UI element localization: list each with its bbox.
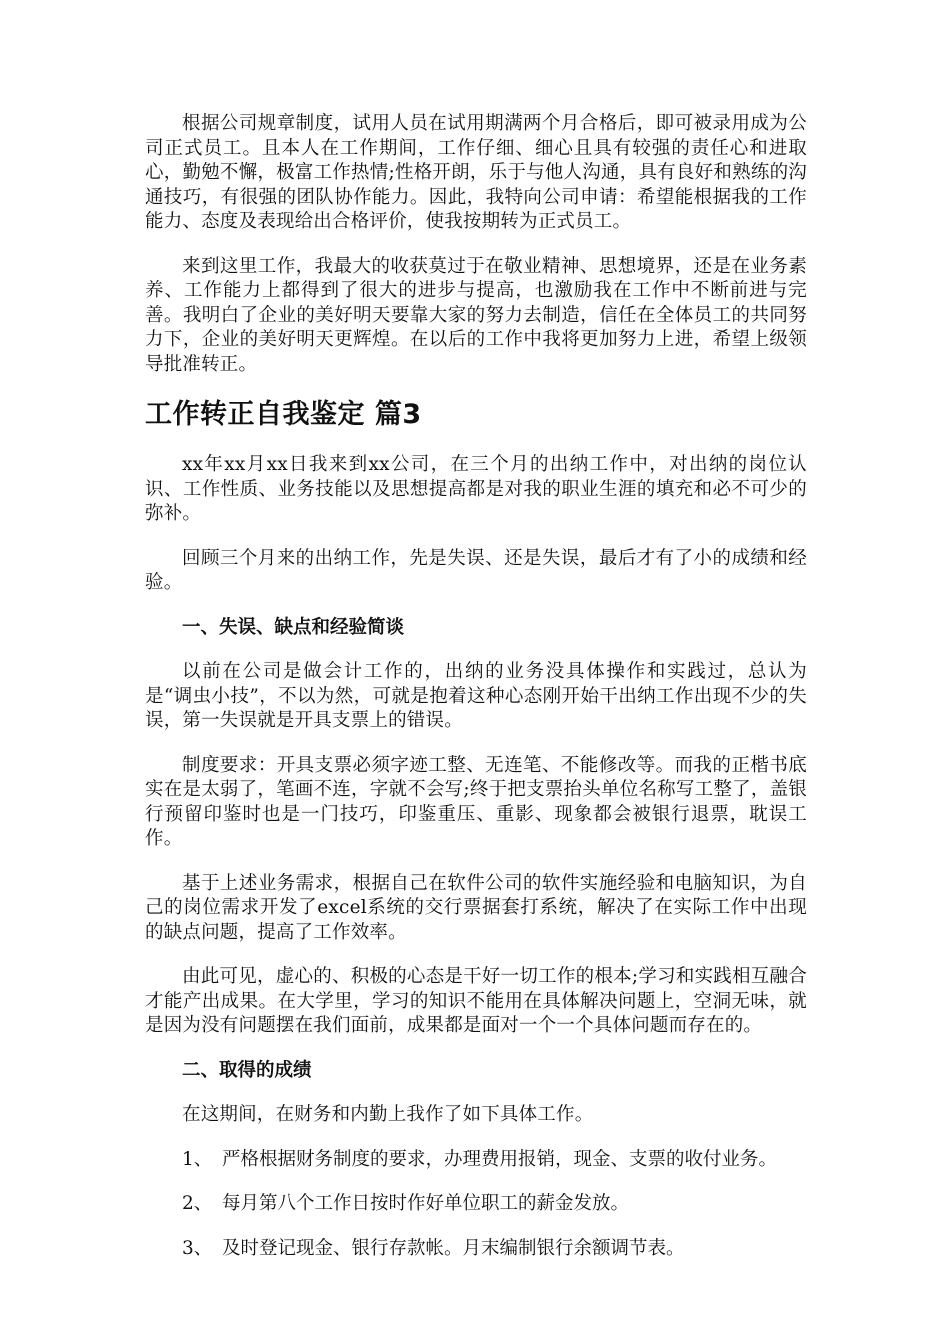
body-paragraph: 基于上述业务需求，根据自己在软件公司的软件实施经验和电脑知识，为自己的岗位需求开发了excel系统的交行票据套打系统，解决了在实际工作中出现的缺点问题，提高了工作效率。 [145, 872, 807, 943]
section-title: 工作转正自我鉴定 篇3 [145, 399, 422, 430]
list-item-number: 2、 [182, 1193, 213, 1214]
document-page [145, 112, 807, 1281]
body-paragraph: 来到这里工作，我最大的收获莫过于在敬业精神、思想境界，还是在业务素养、工作能力上都得到了很大的进步与提高，也激励我在工作中不断前进与完善。我明白了企业的美好明天要靠大家的努力去制造，信任在全体员工的共同努力下，企业的美好明天更辉煌。在以后的工作中我将更加努力上进，希望上级领导批准转正。 [145, 255, 807, 375]
list-item-text: 严格根据财务制度的要求，办理费用报销，现金、支票的收付业务。 [222, 1148, 778, 1170]
list-item [145, 1148, 807, 1173]
body-paragraph: 回顾三个月来的出纳工作，先是失误、还是失误，最后才有了小的成绩和经验。 [145, 547, 807, 593]
list-item-number: 1、 [182, 1148, 213, 1170]
list-item-number: 3、 [182, 1237, 213, 1259]
subheading: 二、取得的成绩 [182, 1059, 312, 1081]
body-paragraph: xx年xx月xx日我来到xx公司，在三个月的出纳工作中，对出纳的岗位认识、工作性质、业务技能以及思想提高都是对我的职业生涯的填充和必不可少的弥补。 [145, 454, 807, 524]
body-paragraph: 以前在公司是做会计工作的，出纳的业务没具体操作和实践过，总认为是“调虫小技”，不以为然，可就是抱着这种心态刚开始干出纳工作出现不少的失误，第一失误就是开具支票上的错误。 [145, 661, 807, 731]
list-item-text: 每月第八个工作日按时作好单位职工的薪金发放。 [222, 1193, 630, 1214]
body-paragraph: 在这期间，在财务和内勤上我作了如下具体工作。 [182, 1104, 594, 1125]
body-paragraph: 根据公司规章制度，试用人员在试用期满两个月合格后，即可被录用成为公司正式员工。且本人在工作期间，工作仔细、细心且具有较强的责任心和进取心，勤勉不懈，极富工作热情;性格开朗，乐于与他人沟通，具有良好和熟练的沟通技巧，有很强的团队协作能力。因此，我特向公司申请：希望能根据我的工作能力、态度及表现给出合格评价，使我按期转为正式员工。 [145, 113, 807, 232]
list-item [145, 1192, 807, 1217]
body-paragraph: 由此可见，虚心的、积极的心态是干好一切工作的根本;学习和实践相互融合才能产出成果。在大学里，学习的知识不能用在具体解决问题上，空洞无味，就是因为没有问题摆在我们面前，成果都是面对一个一个具体问题而存在的。 [145, 966, 807, 1036]
subheading: 一、失误、缺点和经验简谈 [182, 616, 405, 638]
list-item-text: 及时登记现金、银行存款帐。月末编制银行余额调节表。 [222, 1237, 685, 1259]
list-item [145, 1237, 807, 1262]
body-paragraph: 制度要求：开具支票必须字迹工整、无连笔、不能修改等。而我的正楷书底实在是太弱了，笔画不连，字就不会写;终于把支票抬头单位名称写工整了，盖银行预留印鉴时也是一门技巧，印鉴重压、重影、现象都会被银行退票，耽误工作。 [145, 754, 807, 849]
